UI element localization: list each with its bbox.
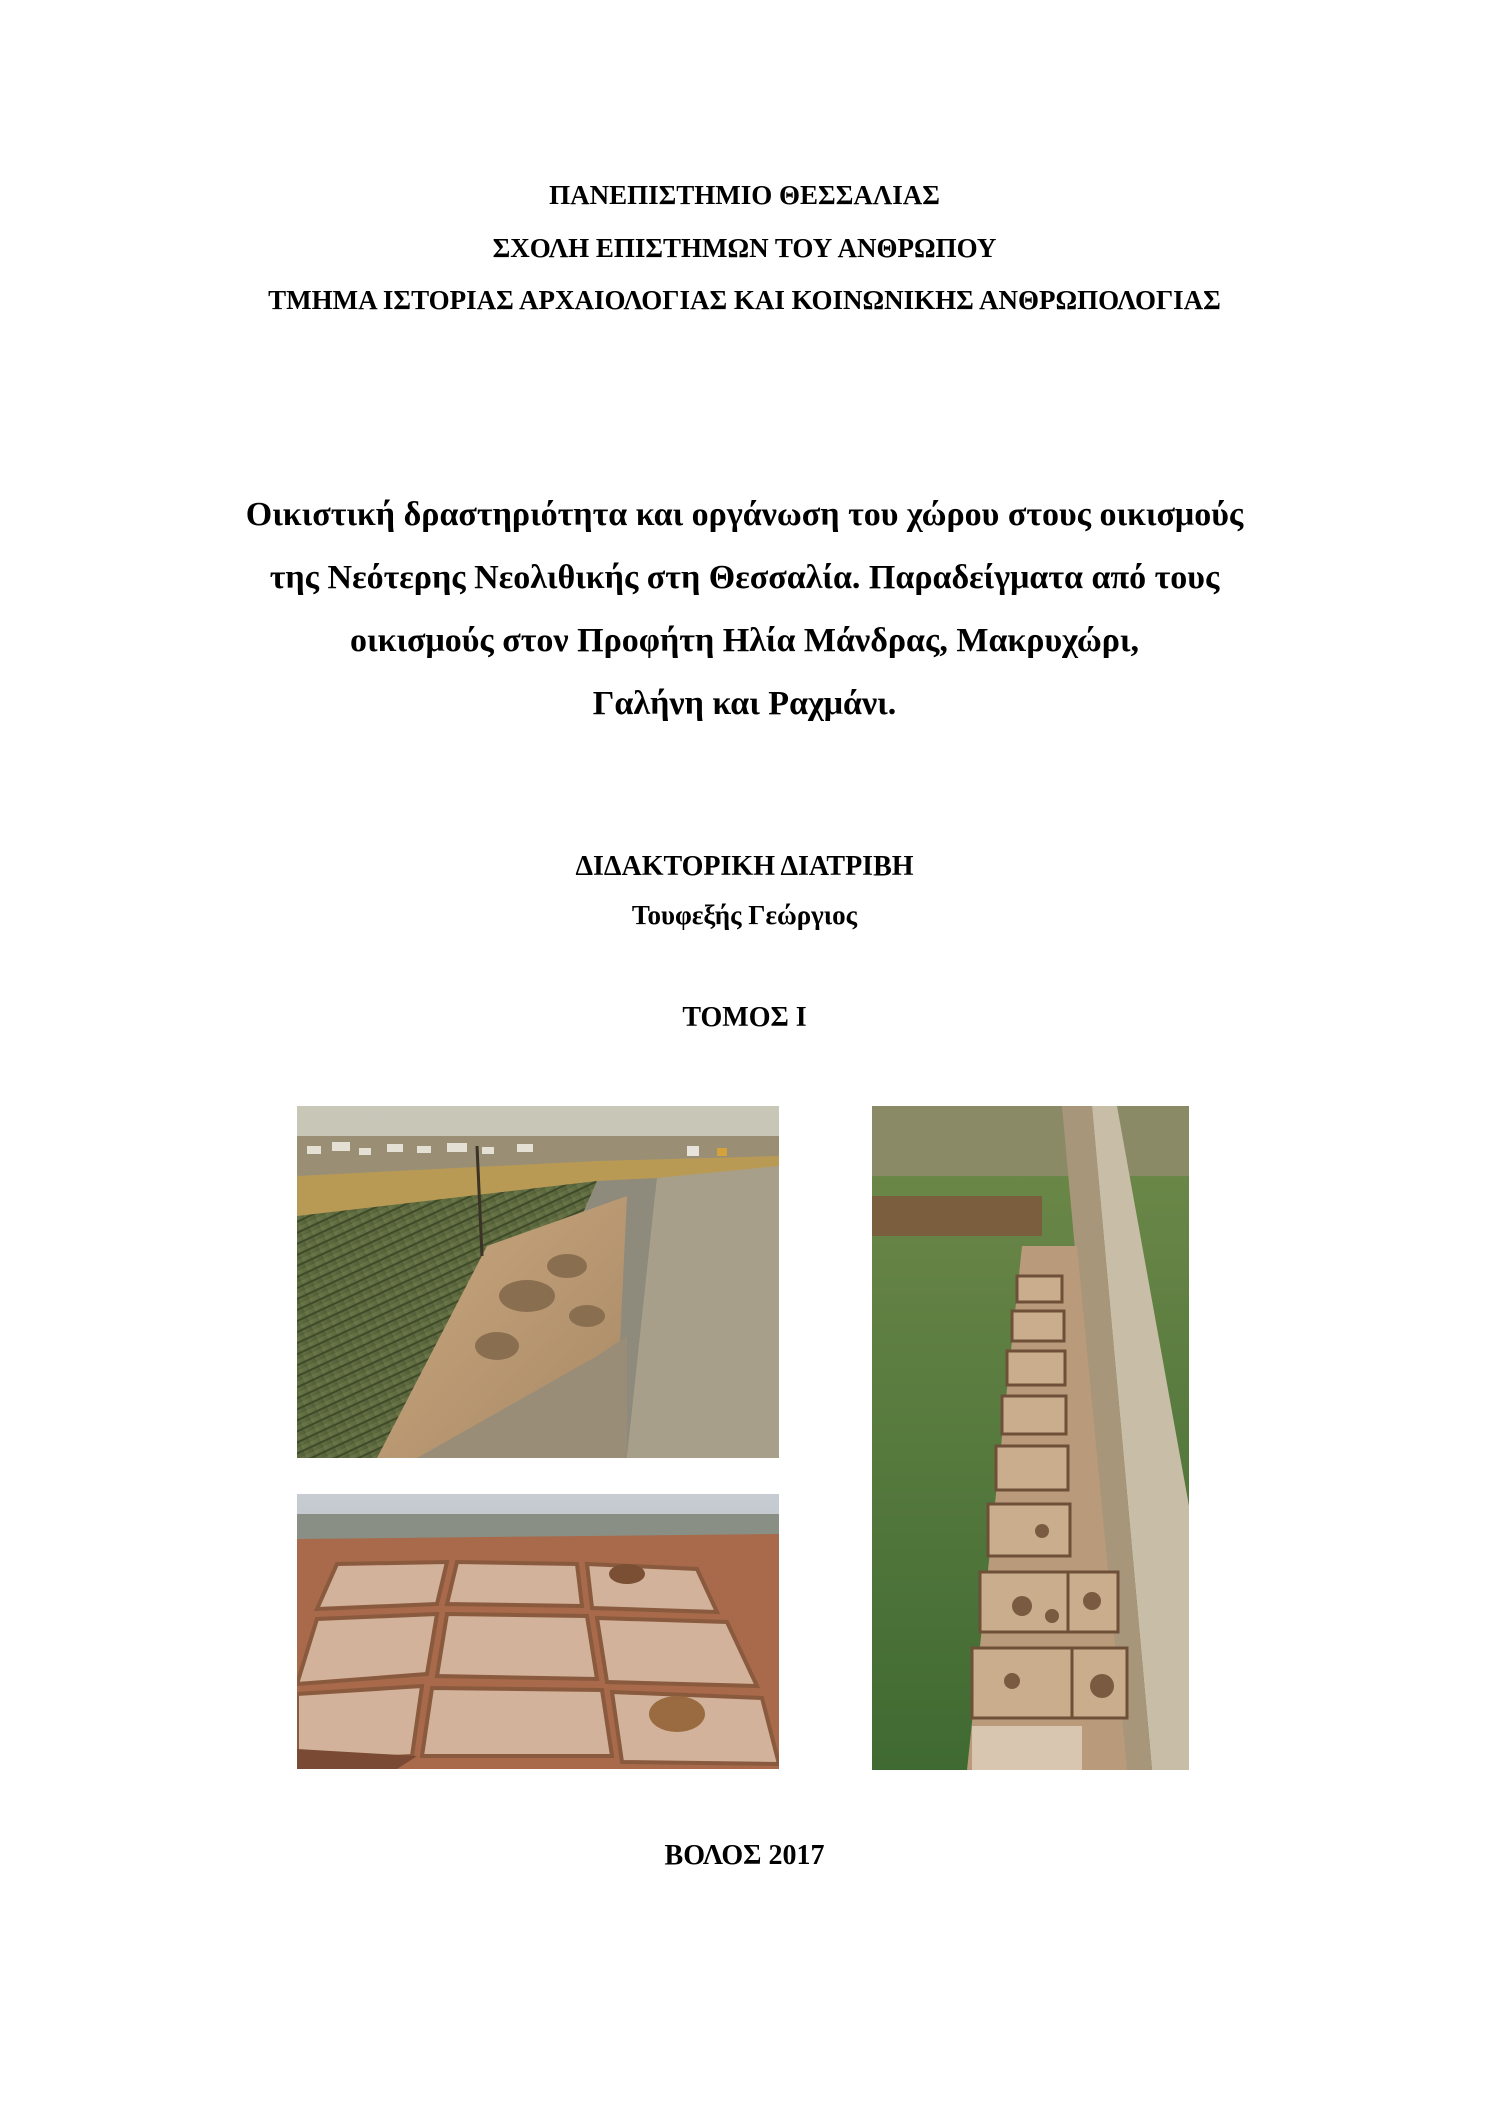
photo-icon (872, 1106, 1189, 1770)
excavation-grid-photo (297, 1494, 779, 1769)
thesis-title-line-3: οικισμούς στον Προφήτη Ηλία Μάνδρας, Μακρυχώρι, (350, 622, 1139, 659)
author-name: Τουφεξής Γεώργιος (631, 900, 858, 930)
place-and-year: ΒΟΛΟΣ 2017 (664, 1840, 825, 1871)
university-name: ΠΑΝΕΠΙΣΤΗΜΙΟ ΘΕΣΣΑΛΙΑΣ (549, 180, 940, 210)
excavation-aerial-photo (297, 1106, 779, 1458)
department-name: ΤΜΗΜΑ ΙΣΤΟΡΙΑΣ ΑΡΧΑΙΟΛΟΓΙΑΣ ΚΑΙ ΚΟΙΝΩΝΙΚΗΣ ΑΝΘΡΩΠΟΛΟΓΙΑΣ (268, 285, 1221, 315)
photo-icon (297, 1106, 779, 1458)
thesis-title-line-2: της Νεότερης Νεολιθικής στη Θεσσαλία. Παραδείγματα από τους (269, 559, 1220, 596)
thesis-title-line-1: Οικιστική δραστηριότητα και οργάνωση του χώρου στους οικισμούς (245, 496, 1244, 533)
volume-label: ΤΟΜΟΣ Ι (682, 1002, 807, 1033)
thesis-type: ΔΙΔΑΚΤΟΡΙΚΗ ΔΙΑΤΡΙΒΗ (575, 851, 914, 882)
excavation-trenches-photo (872, 1106, 1189, 1770)
school-name: ΣΧΟΛΗ ΕΠΙΣΤΗΜΩΝ ΤΟΥ ΑΝΘΡΩΠΟΥ (492, 233, 997, 263)
photo-icon (297, 1494, 779, 1769)
thesis-title-line-4: Γαλήνη και Ραχμάνι. (592, 685, 897, 722)
